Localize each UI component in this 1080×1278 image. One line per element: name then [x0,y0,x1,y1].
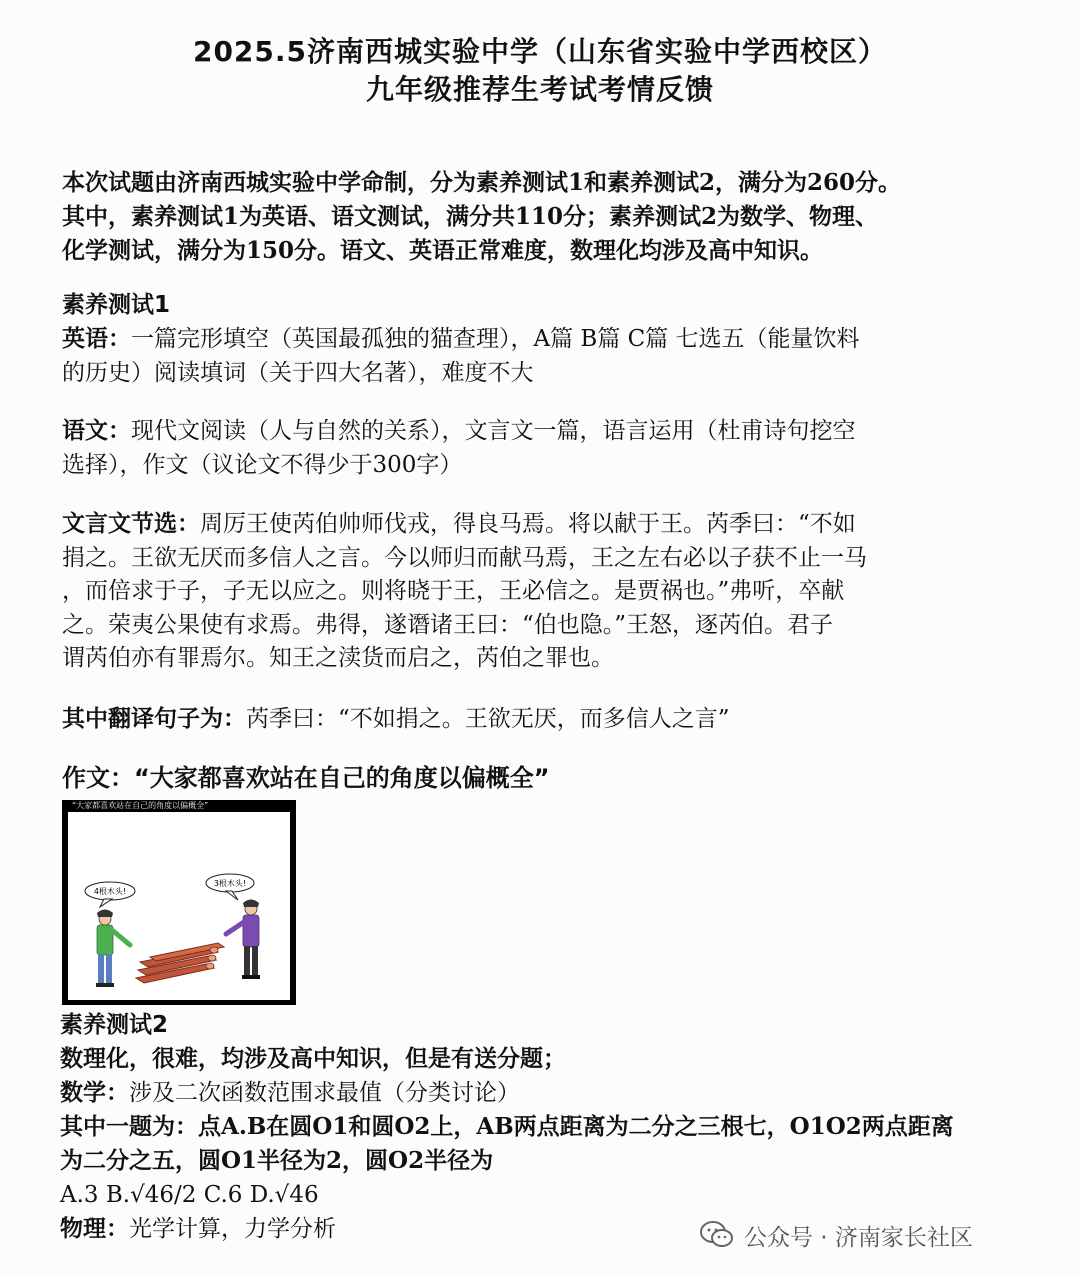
question-text: 点A.B在圆O1和圆O2上，AB两点距离为二分之三根七，O1O2两点距离 [198,1113,954,1140]
chinese-text: 选择），作文（议论文不得少于300字） [62,452,463,478]
physics-label: 物理： [60,1216,129,1242]
math-label: 数学： [60,1080,129,1106]
english-text: 一篇完形填空（英国最孤独的猫查理），A篇 B篇 C篇 七选五（能量饮料 [131,326,860,352]
difficulty-text: 数理化，很难，均涉及高中知识，但是有送分题； [60,1046,566,1072]
wechat-watermark [700,1215,1050,1255]
translation-label: 其中翻译句子为： [62,706,246,732]
math-paragraph [60,1076,1030,1110]
answer-options: A.3 B.√46/2 C.6 D.√46 [60,1182,319,1208]
classical-text: 谓芮伯亦有罪焉尔。知王之渎货而启之，芮伯之罪也。 [62,645,614,671]
chinese-paragraph [62,414,1032,482]
watermark-text: 公众号 · 济南家长社区 [744,1224,973,1251]
essay-cartoon-image [62,800,296,1005]
left-bubble-text: 4根木头! [93,887,127,896]
section2-heading: 素养测试2 [60,1012,169,1038]
chinese-label: 语文： [62,418,131,444]
english-label: 英语： [62,326,131,352]
wooden-logs [136,943,224,983]
page-title-line1: 2025.5济南西城实验中学（山东省实验中学西校区） [192,35,888,68]
intro-paragraph [62,166,1032,268]
question-label: 其中一题为： [60,1114,198,1140]
right-bubble-text: 3根木头! [213,879,247,888]
classical-text: 捐之。王欲无厌而多信人之言。今以师归而献马焉，王之左右必以子获不止一马 [62,544,867,571]
question-text: 为二分之五，圆O1半径为2，圆O2半径为 [60,1147,494,1174]
right-man-figure [226,900,260,980]
intro-line: 其中，素养测试1为英语、语文测试，满分共110分；素养测试2为数学、物理、 [62,203,879,230]
essay-label: 作文： [62,764,134,792]
right-bubble-tail [226,891,238,900]
english-paragraph [62,322,1032,390]
classical-paragraph [62,508,1032,676]
wechat-icon [700,1220,734,1250]
intro-line: 本次试题由济南西城实验中学命制，分为素养测试1和素养测试2，满分为260分。 [62,169,902,196]
cartoon-canvas [68,812,290,1000]
classical-text: 之。荣夷公果使有求焉。弗得，遂谮诸王曰：“伯也隐。”王怒，逐芮伯。君子 [62,611,834,638]
left-bubble-tail [100,899,112,907]
classical-text: ，而倍求于子，子无以应之。则将晓于王，王必信之。是贾祸也。”弗听，卒献 [62,578,845,604]
cartoon-caption: “大家都喜欢站在自己的角度以偏概全” [72,801,209,810]
classical-label: 文言文节选： [62,511,200,537]
translation-paragraph [62,702,1032,736]
question-paragraph [60,1110,1030,1178]
essay-text: “大家都喜欢站在自己的角度以偏概全” [134,764,550,792]
left-man-figure [96,910,130,988]
physics-text: 光学计算，力学分析 [129,1216,336,1242]
section1-heading: 素养测试1 [62,292,171,318]
chinese-text: 现代文阅读（人与自然的关系），文言文一篇，语言运用（杜甫诗句挖空 [131,418,856,444]
translation-text: 芮季曰：“不如捐之。王欲无厌，而多信人之言” [246,706,730,732]
cartoon-drawing [68,812,290,1000]
intro-line: 化学测试，满分为150分。语文、英语正常难度，数理化均涉及高中知识。 [62,237,824,264]
english-text: 的历史）阅读填词（关于四大名著），难度不大 [62,360,534,386]
essay-paragraph [62,761,1032,795]
page-title-line2: 九年级推荐生考试考情反馈 [365,73,714,106]
classical-text: 周厉王使芮伯帅师伐戎，得良马焉。将以献于王。芮季曰：“不如 [200,511,856,537]
math-text: 涉及二次函数范围求最值（分类讨论） [129,1080,520,1106]
